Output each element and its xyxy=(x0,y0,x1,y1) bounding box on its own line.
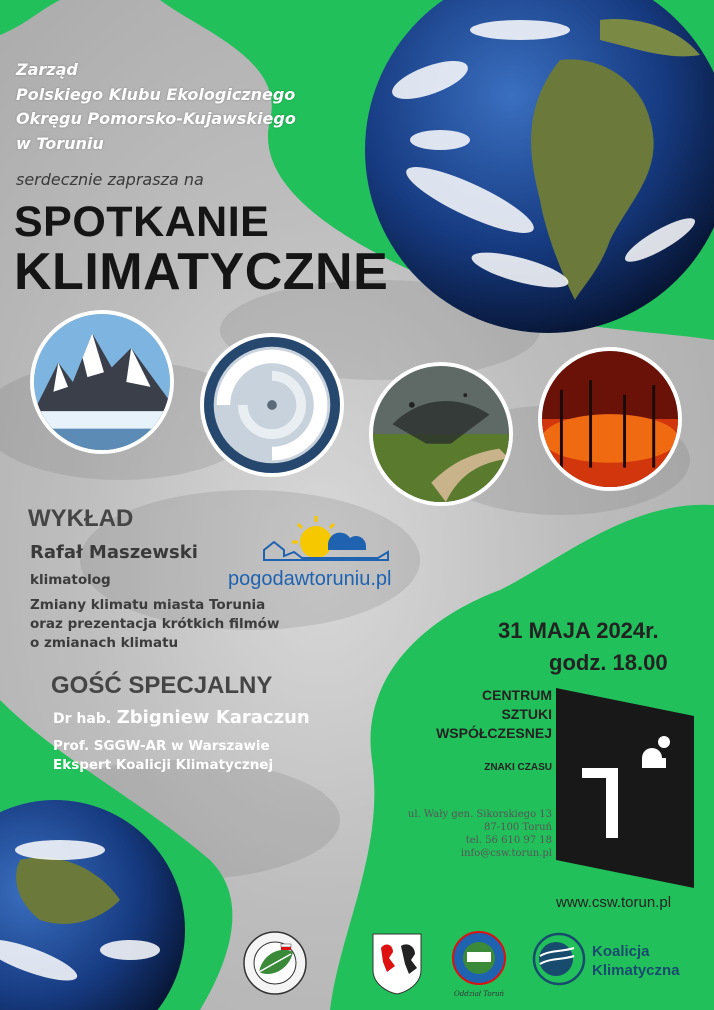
leaf-badge-icon xyxy=(237,930,313,996)
lecture-speaker: Rafał Maszewski xyxy=(30,542,198,563)
venue-name-3: WSPÓŁCZESNEJ xyxy=(436,725,552,741)
event-time: godz. 18.00 xyxy=(549,650,668,675)
lecture-topic-line-2: oraz prezentacja krótkich filmów xyxy=(30,616,280,632)
title-line-1: SPOTKANIE xyxy=(14,198,270,246)
wildfire-image xyxy=(538,347,682,491)
organizer-line-3: Okręgu Pomorsko-Kujawskiego xyxy=(16,109,296,128)
oddzial-label: Oddział Toruń xyxy=(454,990,504,998)
guest-titles xyxy=(53,737,273,775)
title-line-2: KLIMATYCZNE xyxy=(14,243,389,301)
venue-name-2: SZTUKI xyxy=(501,706,552,722)
lecture-topic-line-3: o zmianach klimatu xyxy=(30,635,179,651)
lecture-heading: WYKŁAD xyxy=(28,505,134,532)
koalicja-globe-icon xyxy=(532,932,586,986)
hurricane-image xyxy=(200,333,344,477)
venue-email: info@csw.torun.pl xyxy=(460,848,552,859)
venue-address-2: 87-100 Toruń xyxy=(484,822,552,833)
lecture-topic xyxy=(30,596,279,653)
venue-address-1: ul. Wały gen. Sikorskiego 13 xyxy=(407,809,552,820)
organizer-line-1: Zarząd xyxy=(16,60,78,79)
invite-text: serdecznie zaprasza na xyxy=(16,170,204,189)
event-date: 31 MAJA 2024r. xyxy=(498,618,659,643)
pke-logo xyxy=(237,930,313,996)
venue-sub: ZNAKI CZASU xyxy=(484,762,552,773)
guest-name: Zbigniew Karaczun xyxy=(116,707,310,728)
koalicja-line-2: Klimatyczna xyxy=(592,962,680,979)
pogoda-logo-text: pogodawtoruniu.pl xyxy=(228,568,392,590)
guest-title-1: Prof. SGGW-AR w Warszawie xyxy=(53,738,270,754)
venue-name-1: CENTRUM xyxy=(482,687,552,703)
pogoda-logo xyxy=(228,512,428,590)
organizer-line-4: w Toruniu xyxy=(16,133,104,153)
lecture-topic-line-1: Zmiany klimatu miasta Torunia xyxy=(30,597,266,613)
venue-name xyxy=(400,686,552,743)
venue-website[interactable]: www.csw.torun.pl xyxy=(556,894,672,911)
venue-address-3: tel. 56 610 97 18 xyxy=(465,835,552,846)
venue-address xyxy=(392,808,552,860)
koalicja-line-1: Koalicja xyxy=(592,943,650,960)
guest-name-line xyxy=(53,707,310,728)
tornado-image xyxy=(369,362,513,506)
guest-heading: GOŚĆ SPECJALNY xyxy=(51,672,273,699)
csw-logo-icon xyxy=(556,688,696,888)
region-coat-of-arms-icon xyxy=(371,932,423,996)
guest-prefix: Dr hab. xyxy=(53,711,112,727)
organizer-block xyxy=(16,58,296,156)
organizer-line-2: Polskiego Klubu Ekologicznego xyxy=(16,84,296,104)
koalicja-logo-text xyxy=(592,942,680,980)
glacier-mountain-image xyxy=(30,310,174,454)
guest-title-2: Ekspert Koalicji Klimatycznej xyxy=(53,757,274,773)
sun-cloud-city-icon xyxy=(228,512,428,564)
lodz-club-emblem-icon xyxy=(451,930,507,986)
lecture-role: klimatolog xyxy=(30,572,111,588)
